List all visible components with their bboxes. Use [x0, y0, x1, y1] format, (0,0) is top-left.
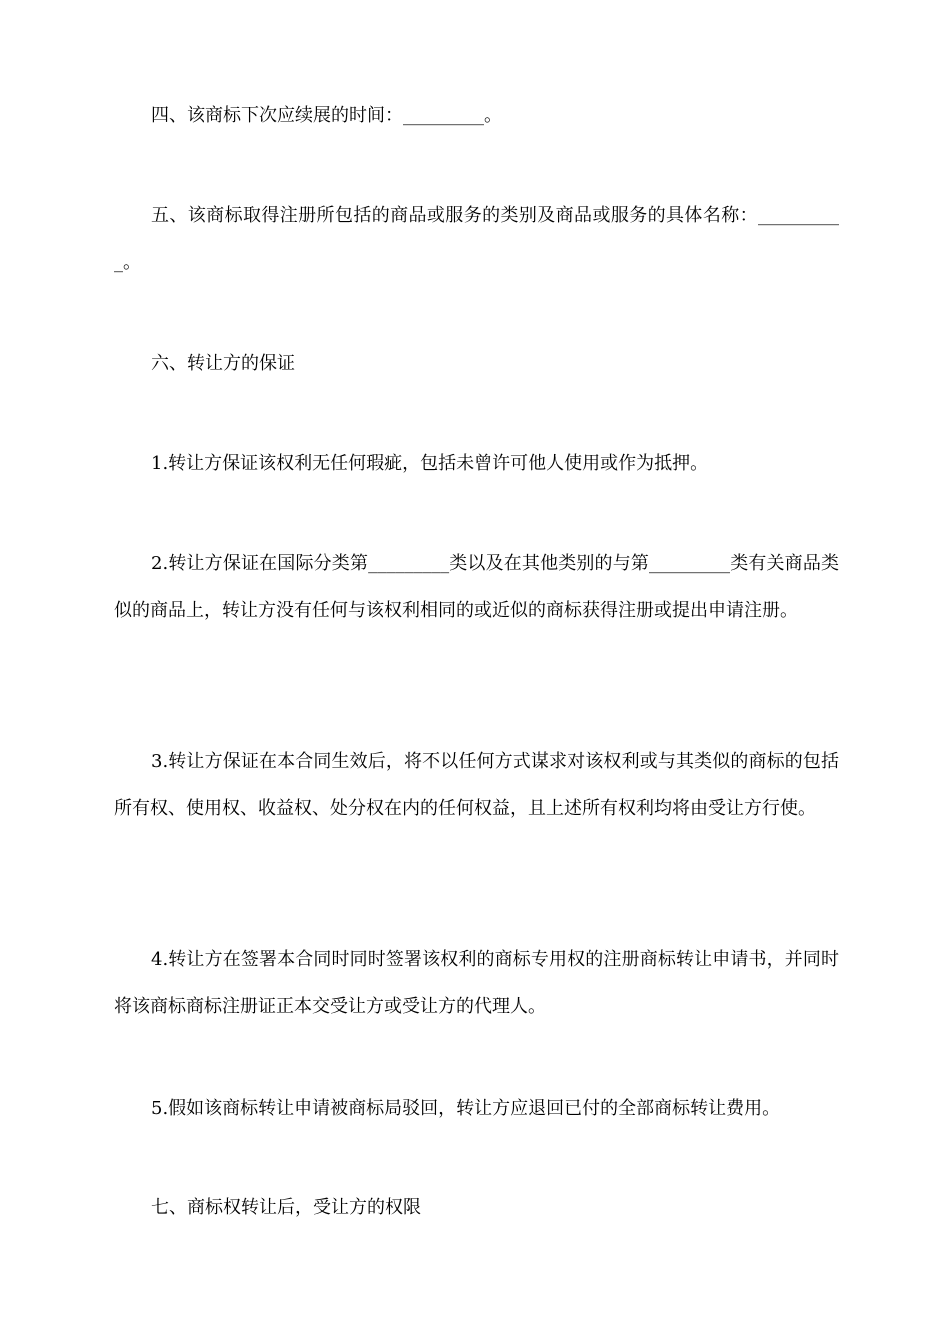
heading-transferee-rights: 七、商标权转让后，受让方的权限: [151, 1197, 421, 1218]
paragraph-goods-services: 五、该商标取得注册所包括的商品或服务的类别及商品或服务的具体名称：__________。: [114, 205, 839, 273]
guarantee-item-4: 4.转让方在签署本合同时同时签署该权利的商标专用权的注册商标转让申请书，并同时将该商标商标注册证正本交受让方或受让方的代理人。: [114, 949, 839, 1017]
paragraph-renewal-time: 四、该商标下次应续展的时间：_________。: [151, 105, 502, 126]
guarantee-item-1: 1.转让方保证该权利无任何瑕疵，包括未曾许可他人使用或作为抵押。: [151, 453, 709, 474]
guarantee-item-5: 5.假如该商标转让申请被商标局驳回，转让方应退回已付的全部商标转让费用。: [151, 1098, 781, 1119]
guarantee-item-2: 2.转让方保证在国际分类第_________类以及在其他类别的与第_________类有关商品类似的商品上，转让方没有任何与该权利相同的或近似的商标获得注册或提出申请注册。: [114, 553, 839, 621]
heading-transferor-guarantee: 六、转让方的保证: [151, 353, 295, 374]
guarantee-item-3: 3.转让方保证在本合同生效后，将不以任何方式谋求对该权利或与其类似的商标的包括所有权、使用权、收益权、处分权在内的任何权益，且上述所有权利均将由受让方行使。: [114, 751, 839, 819]
